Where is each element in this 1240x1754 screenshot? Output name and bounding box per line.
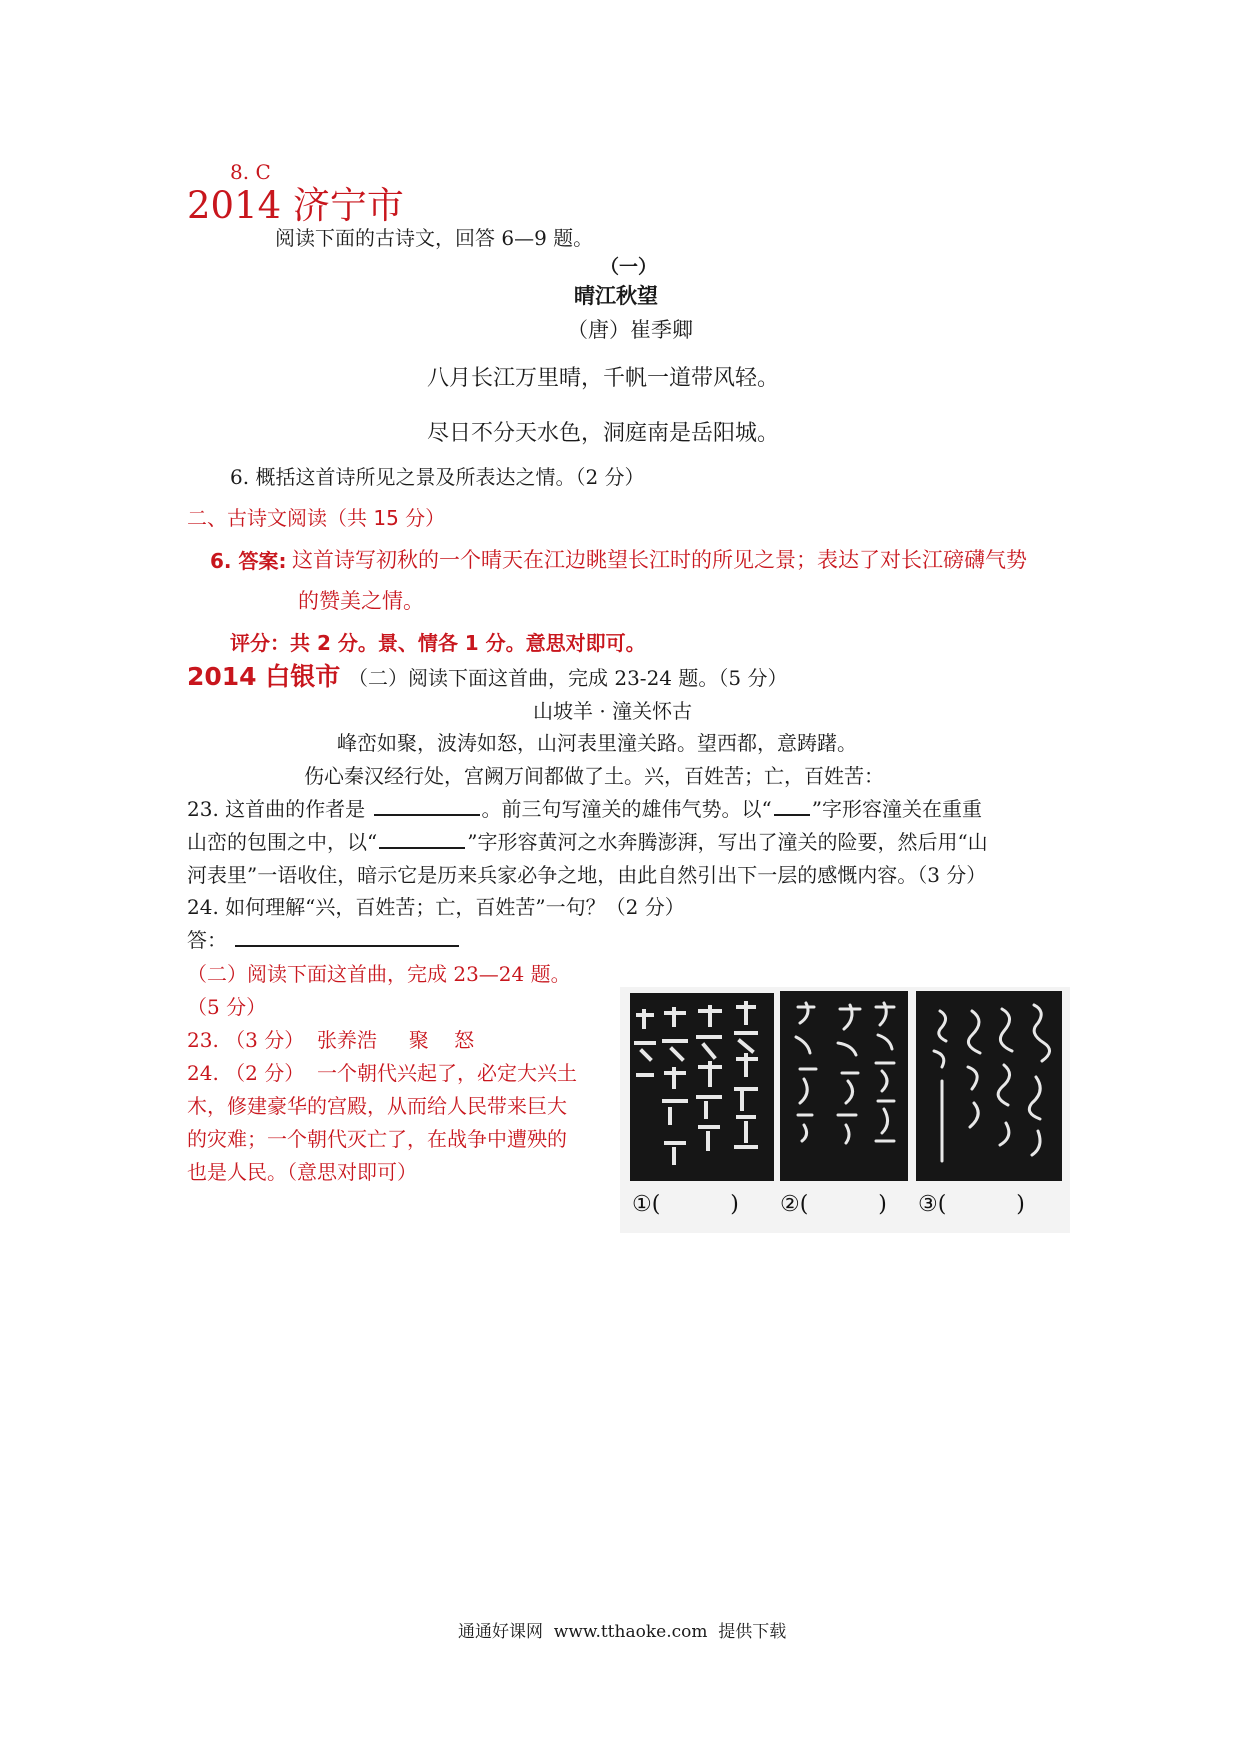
answer-24-line-1: 24. （2 分） 一个朝代兴起了，必定大兴土 <box>187 1061 577 1085</box>
question-23-line-1 <box>187 795 982 823</box>
answer-section-title: 二、古诗文阅读（共 15 分） <box>187 506 446 530</box>
answer-6-line-1: 这首诗写初秋的一个晴天在江边眺望长江时的所见之景；表达了对长江磅礴气势 <box>292 548 1027 572</box>
q23-text-2a: 山峦的包围之中，以“ <box>187 830 378 854</box>
rubbing-label-1: ①( ) <box>632 1192 739 1217</box>
author-blank[interactable] <box>374 796 480 816</box>
answer-intro-1: （二）阅读下面这首曲，完成 23—24 题。 <box>187 962 571 986</box>
qu-line-1: 峰峦如聚，波涛如怒，山河表里潼关路。望西都，意踌躇。 <box>337 731 857 755</box>
rubbing-panel-1 <box>630 993 774 1181</box>
question-6: 6. 概括这首诗所见之景及所表达之情。（2 分） <box>230 465 645 489</box>
answer-blank[interactable] <box>235 927 459 947</box>
answer-intro-2: （5 分） <box>187 995 267 1019</box>
rubbing-panel-3 <box>916 991 1062 1181</box>
question-24-answer <box>187 926 461 954</box>
poem-line-2: 尽日不分天水色，洞庭南是岳阳城。 <box>427 421 780 446</box>
q23-text-b: 。前三句写潼关的雄伟气势。以“ <box>481 797 772 821</box>
rubbing-panel-2 <box>780 991 908 1181</box>
section-heading-jining: 2014 济宁市 <box>187 184 404 227</box>
qu-title: 山坡羊 · 潼关怀古 <box>533 699 693 723</box>
reading-intro: 阅读下面的古诗文，回答 6—9 题。 <box>275 226 594 250</box>
q23-text-2b: ”字形容黄河之水奔腾澎湃，写出了潼关的险要，然后用“山 <box>467 830 988 854</box>
calligraphy-rubbings-figure <box>620 987 1070 1233</box>
second-word-blank[interactable] <box>379 829 465 849</box>
cursive-script-rubbing <box>916 991 1062 1181</box>
answer-6-line-2: 的赞美之情。 <box>298 589 424 613</box>
answer-6-label: 6. 答案: <box>210 549 287 573</box>
regular-script-rubbing <box>630 993 774 1181</box>
q23-text-c: ”字形容潼关在重重 <box>811 797 982 821</box>
running-script-rubbing <box>780 991 908 1181</box>
first-word-blank[interactable] <box>774 796 810 816</box>
qu-line-2: 伤心秦汉经行处，宫阙万间都做了土。兴，百姓苦；亡，百姓苦： <box>304 764 884 788</box>
section-heading-baiyin: 2014 白银市 <box>187 662 341 691</box>
answer-label: 答： <box>187 928 227 952</box>
answer-23: 23. （3 分） 张养浩 聚 怒 <box>187 1028 475 1052</box>
answer-24-line-2: 木，修建豪华的宫殿，从而给人民带来巨大 <box>187 1094 567 1118</box>
previous-answer: 8. C <box>230 160 271 184</box>
question-23-line-3: 河表里”一语收住，暗示它是历来兵家必争之地，由此自然引出下一层的感慨内容。（3 分） <box>187 863 987 887</box>
baiyin-intro: （二）阅读下面这首曲，完成 23-24 题。（5 分） <box>348 666 788 690</box>
poem-author: （唐）崔季卿 <box>567 318 693 342</box>
page-footer: 通通好课网 www.tthaoke.com 提供下载 <box>458 1622 787 1642</box>
rubbing-label-3: ③( ) <box>918 1192 1025 1217</box>
answer-24-line-4: 也是人民。（意思对即可） <box>187 1160 417 1184</box>
scoring-note: 评分：共 2 分。景、情各 1 分。意思对即可。 <box>230 631 646 655</box>
poem-line-1: 八月长江万里晴，千帆一道带风轻。 <box>427 366 780 391</box>
poem-title: 晴江秋望 <box>574 284 658 308</box>
rubbing-label-2: ②( ) <box>780 1192 887 1217</box>
question-23-line-2 <box>187 828 988 856</box>
answer-24-line-3: 的灾难；一个朝代灭亡了，在战争中遭殃的 <box>187 1127 567 1151</box>
section-number: （一） <box>600 256 658 278</box>
q23-text-a: 23. 这首曲的作者是 <box>187 797 366 821</box>
question-24: 24. 如何理解“兴，百姓苦；亡，百姓苦”一句？（2 分） <box>187 895 685 919</box>
